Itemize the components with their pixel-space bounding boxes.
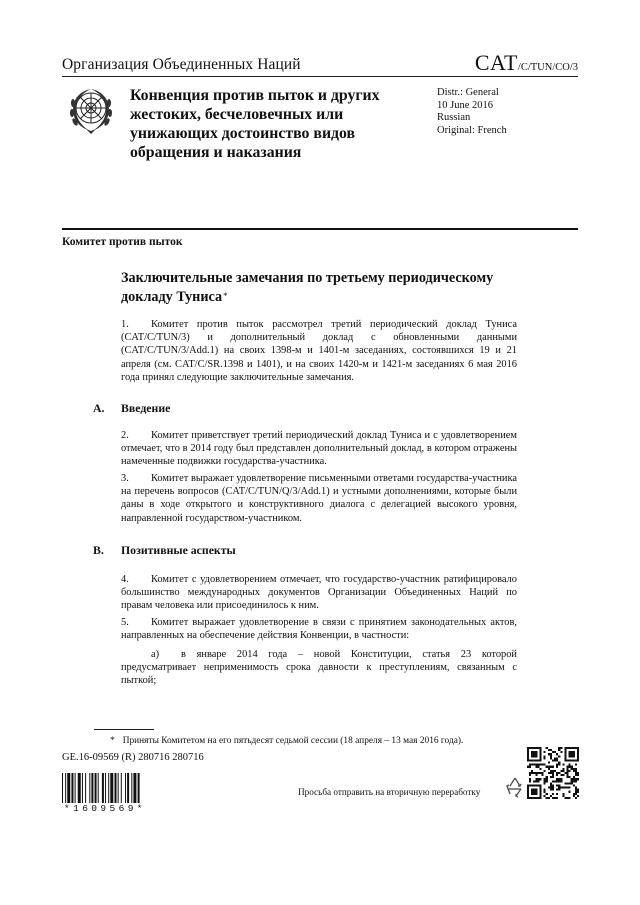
paragraph-number: 1. [121, 319, 129, 330]
paragraph-5 [121, 616, 517, 642]
section-title: Введение [121, 401, 171, 415]
paragraph-4 [121, 573, 517, 613]
paragraph-number: 3. [121, 473, 129, 484]
section-letter: A. [93, 401, 105, 415]
qr-code-image [527, 747, 579, 799]
committee-name: Комитет против пыток [62, 236, 183, 248]
section-title: Позитивные аспекты [121, 543, 236, 557]
paragraph-text: Комитет приветствует третий периодический доклад Туниса и с удовлетворением отмечает, что в 2014 году был представлен дополнительный доклад, в котором отражены намеченные подвижки государства-участника. [121, 430, 517, 468]
distribution-status: Distr.: General [437, 87, 499, 98]
distribution-original: Original: French [437, 124, 507, 136]
header-thick-rule [62, 228, 578, 230]
un-emblem-icon [64, 83, 118, 137]
footnote-marker: * [223, 290, 228, 301]
paragraph-text: Комитет выражает удовлетворение письменными ответами государства-участника на перечень вопросов (CAT/C/TUN/Q/3/Add.1) и устными дополнениями, которые были даны в ходе открытого и конструктивного диалога с делегацией высокого уровня, направленной государством-участником. [121, 473, 517, 524]
barcode-image [62, 773, 162, 803]
paragraph-2 [121, 429, 517, 469]
ge-code: GE.16-09569 (R) 280716 280716 [62, 752, 204, 763]
paragraph-number: 5. [121, 617, 129, 628]
distribution-block [437, 87, 507, 137]
paragraph-text: Комитет с удовлетворением отмечает, что государство-участник ратифицировало большинство международных документов Организации Объединенных Наций по правам человека или присоединилось к ним. [121, 574, 517, 612]
paragraph-number: 4. [121, 574, 129, 585]
paragraph-3 [121, 472, 517, 525]
paragraph-text: Комитет выражает удовлетворение в связи с принятием законодательных актов, направленных на обеспечение действия Конвенции, в частности: [121, 617, 517, 642]
distribution-language: Russian [437, 112, 471, 123]
document-symbol-main: CAT [474, 50, 518, 75]
subparagraph-letter: a) [151, 649, 160, 660]
footnote-rule [94, 729, 154, 730]
document-title [121, 270, 541, 306]
footnote-text: Приняты Комитетом на его пятьдесят седьмой сессии (18 апреля – 13 мая 2016 года). [122, 736, 464, 746]
convention-title: Конвенция против пыток и других жестоких, бесчеловечных или унижающих достоинство видов обращения и наказания [130, 87, 380, 161]
organization-name: Организация Объединенных Наций [62, 56, 301, 73]
subparagraph-a [121, 648, 517, 688]
paragraph-text: Комитет против пыток рассмотрел третий периодический доклад Туниса (CAT/C/TUN/3) и дополнительный доклад с обновленными данными (CAT/C/TUN/3/Add.1) на своих 1398-м и 1401-м заседаниях, состоявшихся 19 и 21 апреля (см. CAT/C/SR.1398 и 1401), и на своих 1420-м и 1421-м заседаниях 6 мая 2016 года принял следующие заключительные замечания. [121, 319, 517, 383]
document-symbol [475, 50, 578, 76]
document-title-text: Заключительные замечания по третьему периодическому докладу Туниса [121, 270, 494, 305]
section-heading-b [93, 543, 236, 558]
section-heading-a [93, 401, 170, 416]
distribution-date: 10 June 2016 [437, 99, 493, 111]
recycle-note: Просьба отправить на вторичную переработку [298, 787, 481, 797]
document-symbol-suffix: /C/TUN/CO/3 [517, 62, 578, 73]
subparagraph-text: в январе 2014 года – новой Конституции, статья 23 которой предусматривает неприменимость срока давности к преступлениям, связанным с пыткой; [121, 649, 517, 687]
header-rule [62, 76, 578, 77]
footnote-marker: * [110, 736, 115, 746]
paragraph-number: 2. [121, 430, 129, 441]
section-letter: B. [93, 543, 104, 557]
recycle-icon [505, 776, 525, 798]
paragraph-1 [121, 318, 517, 384]
barcode-number: *1609569* [64, 803, 146, 814]
footnote [110, 736, 463, 746]
